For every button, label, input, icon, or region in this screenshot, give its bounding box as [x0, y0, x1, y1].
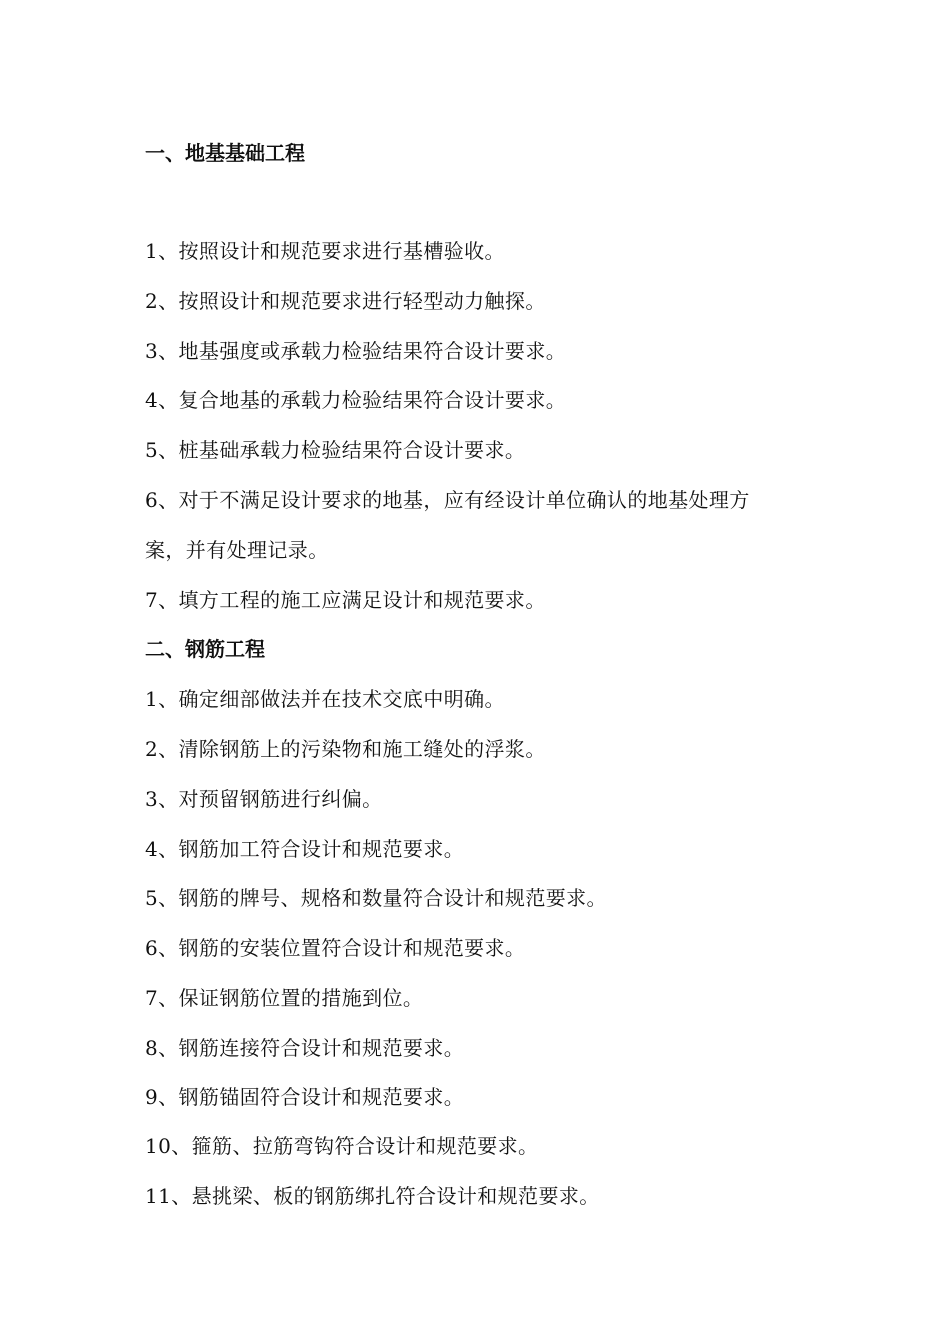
section-heading-rebar: 二、钢筋工程: [145, 637, 265, 661]
list-item: 10、箍筋、拉筋弯钩符合设计和规范要求。: [145, 1134, 539, 1158]
list-item: 3、对预留钢筋进行纠偏。: [145, 787, 383, 811]
list-item: 3、地基强度或承载力检验结果符合设计要求。: [145, 339, 567, 363]
list-item: 5、桩基础承载力检验结果符合设计要求。: [145, 438, 526, 462]
list-item: 6、对于不满足设计要求的地基，应有经设计单位确认的地基处理方: [145, 488, 750, 512]
list-item: 2、清除钢筋上的污染物和施工缝处的浮浆。: [145, 737, 546, 761]
list-item: 7、保证钢筋位置的措施到位。: [145, 986, 424, 1010]
list-item: 4、钢筋加工符合设计和规范要求。: [145, 837, 465, 861]
list-item: 11、悬挑梁、板的钢筋绑扎符合设计和规范要求。: [145, 1184, 600, 1208]
list-item: 4、复合地基的承载力检验结果符合设计要求。: [145, 388, 567, 412]
list-item: 9、钢筋锚固符合设计和规范要求。: [145, 1085, 465, 1109]
list-item: 8、钢筋连接符合设计和规范要求。: [145, 1036, 465, 1060]
list-item: 2、按照设计和规范要求进行轻型动力触探。: [145, 289, 546, 313]
list-item: 7、填方工程的施工应满足设计和规范要求。: [145, 588, 546, 612]
list-item-continuation: 案，并有处理记录。: [145, 538, 329, 562]
list-item: 1、按照设计和规范要求进行基槽验收。: [145, 239, 505, 263]
list-item: 1、确定细部做法并在技术交底中明确。: [145, 687, 505, 711]
section-heading-foundation: 一、地基基础工程: [145, 141, 305, 165]
list-item: 6、钢筋的安装位置符合设计和规范要求。: [145, 936, 526, 960]
list-item: 5、钢筋的牌号、规格和数量符合设计和规范要求。: [145, 886, 607, 910]
